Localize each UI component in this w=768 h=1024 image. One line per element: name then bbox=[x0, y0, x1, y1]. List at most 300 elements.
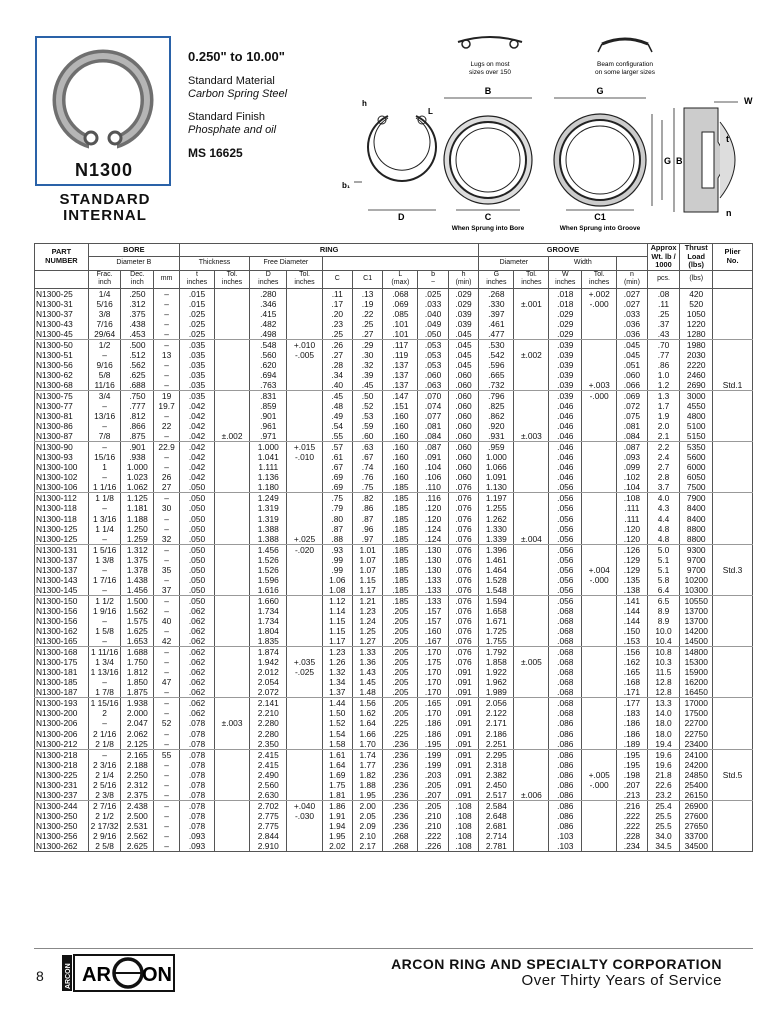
table-cell: 22700 bbox=[680, 718, 713, 728]
table-cell: .268 bbox=[383, 841, 418, 852]
table-cell: .901 bbox=[250, 411, 287, 421]
table-cell: 14.0 bbox=[647, 708, 680, 718]
header-width: Width bbox=[549, 257, 617, 270]
beam-note-2: on some larger sizes bbox=[595, 69, 655, 76]
table-cell bbox=[287, 780, 322, 790]
table-cell: 2.056 bbox=[479, 698, 514, 709]
table-cell: .062 bbox=[179, 657, 214, 667]
table-cell bbox=[287, 401, 322, 411]
table-cell: 2.781 bbox=[479, 841, 514, 852]
table-cell: .111 bbox=[617, 503, 647, 513]
sub-h: h (min) bbox=[448, 270, 479, 288]
table-cell: .141 bbox=[617, 595, 647, 606]
table-cell: .078 bbox=[179, 770, 214, 780]
table-cell: .625 bbox=[121, 370, 154, 380]
table-cell: .920 bbox=[479, 421, 514, 431]
table-cell: .777 bbox=[121, 401, 154, 411]
table-cell: ±.006 bbox=[514, 790, 549, 801]
table-cell: .477 bbox=[479, 329, 514, 340]
table-cell: – bbox=[154, 514, 180, 524]
sub-c: C bbox=[322, 270, 352, 288]
table-cell: .045 bbox=[448, 329, 479, 340]
table-cell bbox=[582, 309, 617, 319]
table-cell: N1300-156 bbox=[35, 606, 89, 616]
table-cell: .036 bbox=[617, 319, 647, 329]
table-cell: N1300-45 bbox=[35, 329, 89, 340]
table-cell: 1.388 bbox=[250, 534, 287, 545]
table-cell: .77 bbox=[647, 350, 680, 360]
table-cell: 1.08 bbox=[322, 585, 352, 596]
table-cell: N1300-250 bbox=[35, 811, 89, 821]
table-cell bbox=[287, 739, 322, 750]
table-cell: .375 bbox=[121, 309, 154, 319]
table-cell bbox=[514, 841, 549, 852]
table-cell: .236 bbox=[383, 780, 418, 790]
table-cell bbox=[287, 636, 322, 647]
table-cell bbox=[713, 698, 753, 709]
table-cell: .046 bbox=[549, 421, 582, 431]
table-cell: .185 bbox=[383, 565, 418, 575]
table-cell bbox=[215, 626, 250, 636]
table-cell: .046 bbox=[549, 442, 582, 453]
table-cell: .076 bbox=[448, 575, 479, 585]
table-cell: .133 bbox=[418, 595, 448, 606]
table-cell: .185 bbox=[383, 534, 418, 545]
table-cell: N1300-137 bbox=[35, 565, 89, 575]
table-cell: 1.130 bbox=[479, 482, 514, 493]
table-cell: .042 bbox=[179, 411, 214, 421]
table-cell: N1300-206 bbox=[35, 718, 89, 728]
table-cell: 1.041 bbox=[250, 452, 287, 462]
table-cell bbox=[713, 718, 753, 728]
table-cell: .60 bbox=[352, 431, 382, 442]
table-cell: 1 7/8 bbox=[88, 687, 121, 698]
table-cell: 1.2 bbox=[647, 380, 680, 391]
table-cell: .862 bbox=[479, 411, 514, 421]
table-cell bbox=[582, 800, 617, 811]
table-cell bbox=[215, 482, 250, 493]
table-cell: .042 bbox=[179, 452, 214, 462]
table-cell: 27600 bbox=[680, 811, 713, 821]
table-cell: .120 bbox=[617, 524, 647, 534]
table-cell: 1.330 bbox=[479, 524, 514, 534]
table-cell: 1.792 bbox=[479, 647, 514, 658]
table-cell: 1 13/16 bbox=[88, 667, 121, 677]
table-cell: – bbox=[154, 544, 180, 555]
table-cell bbox=[215, 677, 250, 687]
table-cell: .137 bbox=[383, 360, 418, 370]
table-cell bbox=[713, 431, 753, 442]
table-cell: .053 bbox=[418, 360, 448, 370]
table-cell bbox=[582, 472, 617, 482]
table-cell: 1.594 bbox=[479, 595, 514, 606]
material-value: Carbon Spring Steel bbox=[188, 88, 288, 100]
table-cell: 1 9/16 bbox=[88, 606, 121, 616]
table-cell bbox=[514, 698, 549, 709]
table-cell: .25 bbox=[352, 319, 382, 329]
table-cell: .461 bbox=[479, 319, 514, 329]
table-cell: -.020 bbox=[287, 544, 322, 555]
table-cell: 2.17 bbox=[352, 841, 382, 852]
table-cell: .186 bbox=[418, 718, 448, 728]
table-cell: 2 3/8 bbox=[88, 790, 121, 801]
table-cell bbox=[582, 708, 617, 718]
table-cell: .033 bbox=[617, 309, 647, 319]
table-cell: .86 bbox=[647, 360, 680, 370]
table-cell: ±.005 bbox=[514, 657, 549, 667]
table-cell: N1300-168 bbox=[35, 647, 89, 658]
table-cell: .060 bbox=[448, 452, 479, 462]
table-cell: .75 bbox=[322, 493, 352, 504]
table-cell: 10.8 bbox=[647, 647, 680, 658]
header-bore: BORE bbox=[88, 244, 179, 257]
table-cell: 1.066 bbox=[479, 462, 514, 472]
table-cell: 1.82 bbox=[352, 770, 382, 780]
table-cell: .25 bbox=[322, 329, 352, 340]
table-cell bbox=[713, 647, 753, 658]
table-cell: 5.1 bbox=[647, 555, 680, 565]
table-cell: .185 bbox=[383, 482, 418, 493]
table-cell: 1.181 bbox=[121, 503, 154, 513]
table-cell: .207 bbox=[418, 790, 448, 801]
table-cell: .22 bbox=[352, 309, 382, 319]
table-cell: .157 bbox=[418, 606, 448, 616]
table-cell: .077 bbox=[418, 411, 448, 421]
table-cell: .54 bbox=[322, 421, 352, 431]
table-cell: .560 bbox=[250, 350, 287, 360]
table-cell: 1.74 bbox=[352, 749, 382, 760]
table-cell bbox=[582, 442, 617, 453]
table-cell: 5150 bbox=[680, 431, 713, 442]
table-cell: 1.734 bbox=[250, 616, 287, 626]
table-cell: .029 bbox=[549, 329, 582, 340]
table-cell: 2.122 bbox=[479, 708, 514, 718]
table-cell: .236 bbox=[383, 749, 418, 760]
table-cell: .068 bbox=[549, 667, 582, 677]
table-cell: .183 bbox=[617, 708, 647, 718]
table-cell: N1300-87 bbox=[35, 431, 89, 442]
table-cell: 2 9/16 bbox=[88, 831, 121, 841]
table-cell: .045 bbox=[617, 350, 647, 360]
table-cell: .078 bbox=[179, 739, 214, 750]
table-cell: 2.560 bbox=[250, 780, 287, 790]
table-cell: 1.658 bbox=[479, 606, 514, 616]
table-cell bbox=[713, 514, 753, 524]
label-c1: C1 bbox=[594, 212, 606, 222]
table-cell bbox=[582, 729, 617, 739]
table-cell bbox=[287, 729, 322, 739]
sub-n: n (min) bbox=[617, 270, 647, 288]
table-cell: 4800 bbox=[680, 411, 713, 421]
table-cell: .086 bbox=[549, 760, 582, 770]
table-cell: 5600 bbox=[680, 452, 713, 462]
table-cell: N1300-200 bbox=[35, 708, 89, 718]
table-cell: 6.5 bbox=[647, 595, 680, 606]
table-row bbox=[35, 299, 753, 309]
table-cell: .039 bbox=[549, 350, 582, 360]
table-cell bbox=[582, 482, 617, 493]
table-cell bbox=[215, 442, 250, 453]
sub-lbs: (lbs) bbox=[680, 270, 713, 288]
table-cell bbox=[582, 370, 617, 380]
table-cell: 4.8 bbox=[647, 524, 680, 534]
table-cell: N1300-162 bbox=[35, 626, 89, 636]
table-cell: .512 bbox=[121, 350, 154, 360]
table-cell: 9700 bbox=[680, 555, 713, 565]
table-cell: 1.575 bbox=[121, 616, 154, 626]
table-cell bbox=[287, 841, 322, 852]
table-cell: .226 bbox=[418, 841, 448, 852]
table-cell: 2 5/16 bbox=[88, 780, 121, 790]
table-cell: .060 bbox=[418, 370, 448, 380]
table-cell: .99 bbox=[322, 565, 352, 575]
table-cell bbox=[287, 329, 322, 340]
table-cell bbox=[287, 687, 322, 698]
table-cell bbox=[582, 647, 617, 658]
table-cell: 2.125 bbox=[121, 739, 154, 750]
sub-w-tol: Tol. inches bbox=[582, 270, 617, 288]
table-cell: .078 bbox=[179, 811, 214, 821]
table-cell: .068 bbox=[549, 677, 582, 687]
table-cell: .060 bbox=[448, 380, 479, 391]
table-cell bbox=[582, 329, 617, 340]
table-cell: 1.858 bbox=[479, 657, 514, 667]
table-cell: +.015 bbox=[287, 442, 322, 453]
table-cell: .101 bbox=[383, 319, 418, 329]
table-cell: 1.835 bbox=[250, 636, 287, 647]
table-cell: 2.02 bbox=[322, 841, 352, 852]
table-cell: .106 bbox=[418, 472, 448, 482]
table-cell: 1 5/8 bbox=[88, 626, 121, 636]
table-cell: .091 bbox=[418, 452, 448, 462]
table-cell: .029 bbox=[549, 319, 582, 329]
table-cell bbox=[713, 390, 753, 401]
table-cell: 1 1/8 bbox=[88, 493, 121, 504]
table-cell bbox=[514, 821, 549, 831]
table-cell: .075 bbox=[617, 411, 647, 421]
table-cell bbox=[215, 350, 250, 360]
table-cell: 4.3 bbox=[647, 503, 680, 513]
table-cell: 1.526 bbox=[250, 555, 287, 565]
table-cell bbox=[514, 380, 549, 391]
table-cell: .039 bbox=[448, 319, 479, 329]
table-cell: 1.249 bbox=[250, 493, 287, 504]
table-cell: .130 bbox=[418, 555, 448, 565]
table-cell: 2 5/8 bbox=[88, 841, 121, 852]
table-cell: .050 bbox=[179, 503, 214, 513]
table-cell: -.000 bbox=[582, 299, 617, 309]
table-cell: 1.339 bbox=[479, 534, 514, 545]
table-cell: .076 bbox=[448, 636, 479, 647]
table-cell: 1.197 bbox=[479, 493, 514, 504]
table-row bbox=[35, 370, 753, 380]
table-cell: .056 bbox=[549, 534, 582, 545]
table-cell bbox=[215, 811, 250, 821]
page-number: 8 bbox=[36, 968, 44, 984]
table-cell: .75 bbox=[352, 482, 382, 493]
table-cell bbox=[514, 729, 549, 739]
table-cell: .060 bbox=[448, 472, 479, 482]
table-cell: 5/8 bbox=[88, 370, 121, 380]
table-cell: .185 bbox=[383, 514, 418, 524]
table-cell: – bbox=[88, 401, 121, 411]
table-cell: .087 bbox=[418, 442, 448, 453]
table-cell: +.040 bbox=[287, 800, 322, 811]
table-cell: .79 bbox=[322, 503, 352, 513]
table-cell: 1.24 bbox=[352, 616, 382, 626]
table-cell: ±.003 bbox=[514, 431, 549, 442]
table-cell bbox=[215, 687, 250, 698]
table-cell: .27 bbox=[322, 350, 352, 360]
table-cell: – bbox=[88, 472, 121, 482]
table-cell: .53 bbox=[352, 411, 382, 421]
table-cell bbox=[713, 575, 753, 585]
table-cell: 2460 bbox=[680, 370, 713, 380]
label-b: B bbox=[484, 86, 492, 96]
table-cell bbox=[514, 442, 549, 453]
table-cell: 2.062 bbox=[121, 729, 154, 739]
table-cell: 1.125 bbox=[121, 493, 154, 504]
table-cell: .060 bbox=[448, 442, 479, 453]
table-cell bbox=[713, 319, 753, 329]
table-cell bbox=[287, 677, 322, 687]
header-plier: Plier No. bbox=[713, 244, 753, 271]
table-cell bbox=[713, 442, 753, 453]
table-cell: .203 bbox=[418, 770, 448, 780]
table-cell: .018 bbox=[549, 288, 582, 299]
table-cell bbox=[514, 421, 549, 431]
table-cell: .036 bbox=[617, 329, 647, 340]
table-cell: .207 bbox=[617, 780, 647, 790]
table-row bbox=[35, 760, 753, 770]
table-cell: -.000 bbox=[582, 390, 617, 401]
table-cell: 1.942 bbox=[250, 657, 287, 667]
lugs-illustration bbox=[458, 37, 522, 48]
table-cell bbox=[215, 534, 250, 545]
table-cell: .137 bbox=[383, 370, 418, 380]
table-cell: .901 bbox=[121, 442, 154, 453]
table-cell: 2.250 bbox=[121, 770, 154, 780]
logo-text-right: ON bbox=[142, 964, 172, 986]
table-cell: .076 bbox=[448, 616, 479, 626]
table-cell: 1.388 bbox=[250, 524, 287, 534]
table-cell: Std.3 bbox=[713, 565, 753, 575]
table-cell: .185 bbox=[383, 493, 418, 504]
table-cell bbox=[713, 831, 753, 841]
table-cell: .498 bbox=[250, 329, 287, 340]
table-cell: 1.548 bbox=[479, 585, 514, 596]
table-cell: .25 bbox=[647, 309, 680, 319]
table-cell: – bbox=[154, 831, 180, 841]
table-cell bbox=[582, 636, 617, 647]
table-cell bbox=[287, 595, 322, 606]
table-cell bbox=[514, 800, 549, 811]
table-cell: N1300-156 bbox=[35, 616, 89, 626]
table-cell: .086 bbox=[549, 780, 582, 790]
table-cell: .185 bbox=[383, 544, 418, 555]
table-cell: .046 bbox=[549, 401, 582, 411]
table-cell bbox=[582, 831, 617, 841]
table-cell: 2.10 bbox=[352, 831, 382, 841]
table-cell: .062 bbox=[179, 636, 214, 647]
bore-caption: When Sprung into Bore bbox=[451, 225, 525, 232]
table-cell: 1 3/8 bbox=[88, 555, 121, 565]
table-cell: .060 bbox=[448, 401, 479, 411]
table-cell bbox=[713, 585, 753, 596]
table-cell: .69 bbox=[322, 482, 352, 493]
spec-block bbox=[188, 50, 287, 160]
table-cell: 2.295 bbox=[479, 749, 514, 760]
table-cell: – bbox=[154, 739, 180, 750]
table-cell: .397 bbox=[479, 309, 514, 319]
table-row bbox=[35, 729, 753, 739]
sub-frac: Frac. inch bbox=[88, 270, 121, 288]
table-row bbox=[35, 770, 753, 780]
sub-g: G inches bbox=[479, 270, 514, 288]
table-cell: .099 bbox=[617, 462, 647, 472]
table-cell: .108 bbox=[448, 811, 479, 821]
table-cell: – bbox=[154, 687, 180, 698]
table-cell: .205 bbox=[383, 606, 418, 616]
table-cell: 10300 bbox=[680, 585, 713, 596]
table-cell: .222 bbox=[418, 831, 448, 841]
table-cell bbox=[287, 360, 322, 370]
table-cell: 1 1/4 bbox=[88, 524, 121, 534]
table-cell: .091 bbox=[448, 708, 479, 718]
table-cell: 1 5/16 bbox=[88, 544, 121, 555]
table-cell: 1.14 bbox=[322, 606, 352, 616]
table-row bbox=[35, 462, 753, 472]
table-cell: .160 bbox=[383, 411, 418, 421]
table-cell bbox=[215, 329, 250, 340]
table-cell: – bbox=[154, 299, 180, 309]
table-cell: 1.64 bbox=[352, 718, 382, 728]
table-cell: 1.671 bbox=[479, 616, 514, 626]
table-cell: N1300-181 bbox=[35, 667, 89, 677]
table-row bbox=[35, 687, 753, 698]
table-cell: 2.681 bbox=[479, 821, 514, 831]
table-cell bbox=[287, 831, 322, 841]
table-cell: .19 bbox=[352, 299, 382, 309]
table-cell: – bbox=[88, 749, 121, 760]
table-cell bbox=[713, 555, 753, 565]
label-d: D bbox=[398, 212, 405, 222]
table-cell: 5350 bbox=[680, 442, 713, 453]
table-cell: 1 7/16 bbox=[88, 575, 121, 585]
table-cell: 1.874 bbox=[250, 647, 287, 658]
table-cell: +.025 bbox=[287, 534, 322, 545]
table-cell bbox=[713, 350, 753, 360]
table-cell bbox=[582, 626, 617, 636]
table-cell: .108 bbox=[448, 831, 479, 841]
table-row bbox=[35, 698, 753, 709]
table-cell: 2.702 bbox=[250, 800, 287, 811]
table-cell: 2.318 bbox=[479, 760, 514, 770]
table-cell: 1.596 bbox=[250, 575, 287, 585]
table-cell bbox=[582, 555, 617, 565]
table-cell bbox=[582, 503, 617, 513]
table-cell: 1.378 bbox=[121, 565, 154, 575]
groove-drawing bbox=[554, 98, 662, 210]
table-row bbox=[35, 309, 753, 319]
bore-drawing bbox=[444, 98, 532, 210]
table-cell: 4.4 bbox=[647, 514, 680, 524]
table-cell: 2.7 bbox=[647, 462, 680, 472]
ring-type-line1: STANDARD bbox=[59, 191, 151, 208]
header-groove-diameter: Diameter bbox=[479, 257, 549, 270]
table-cell: .177 bbox=[617, 698, 647, 709]
table-cell: – bbox=[154, 431, 180, 442]
